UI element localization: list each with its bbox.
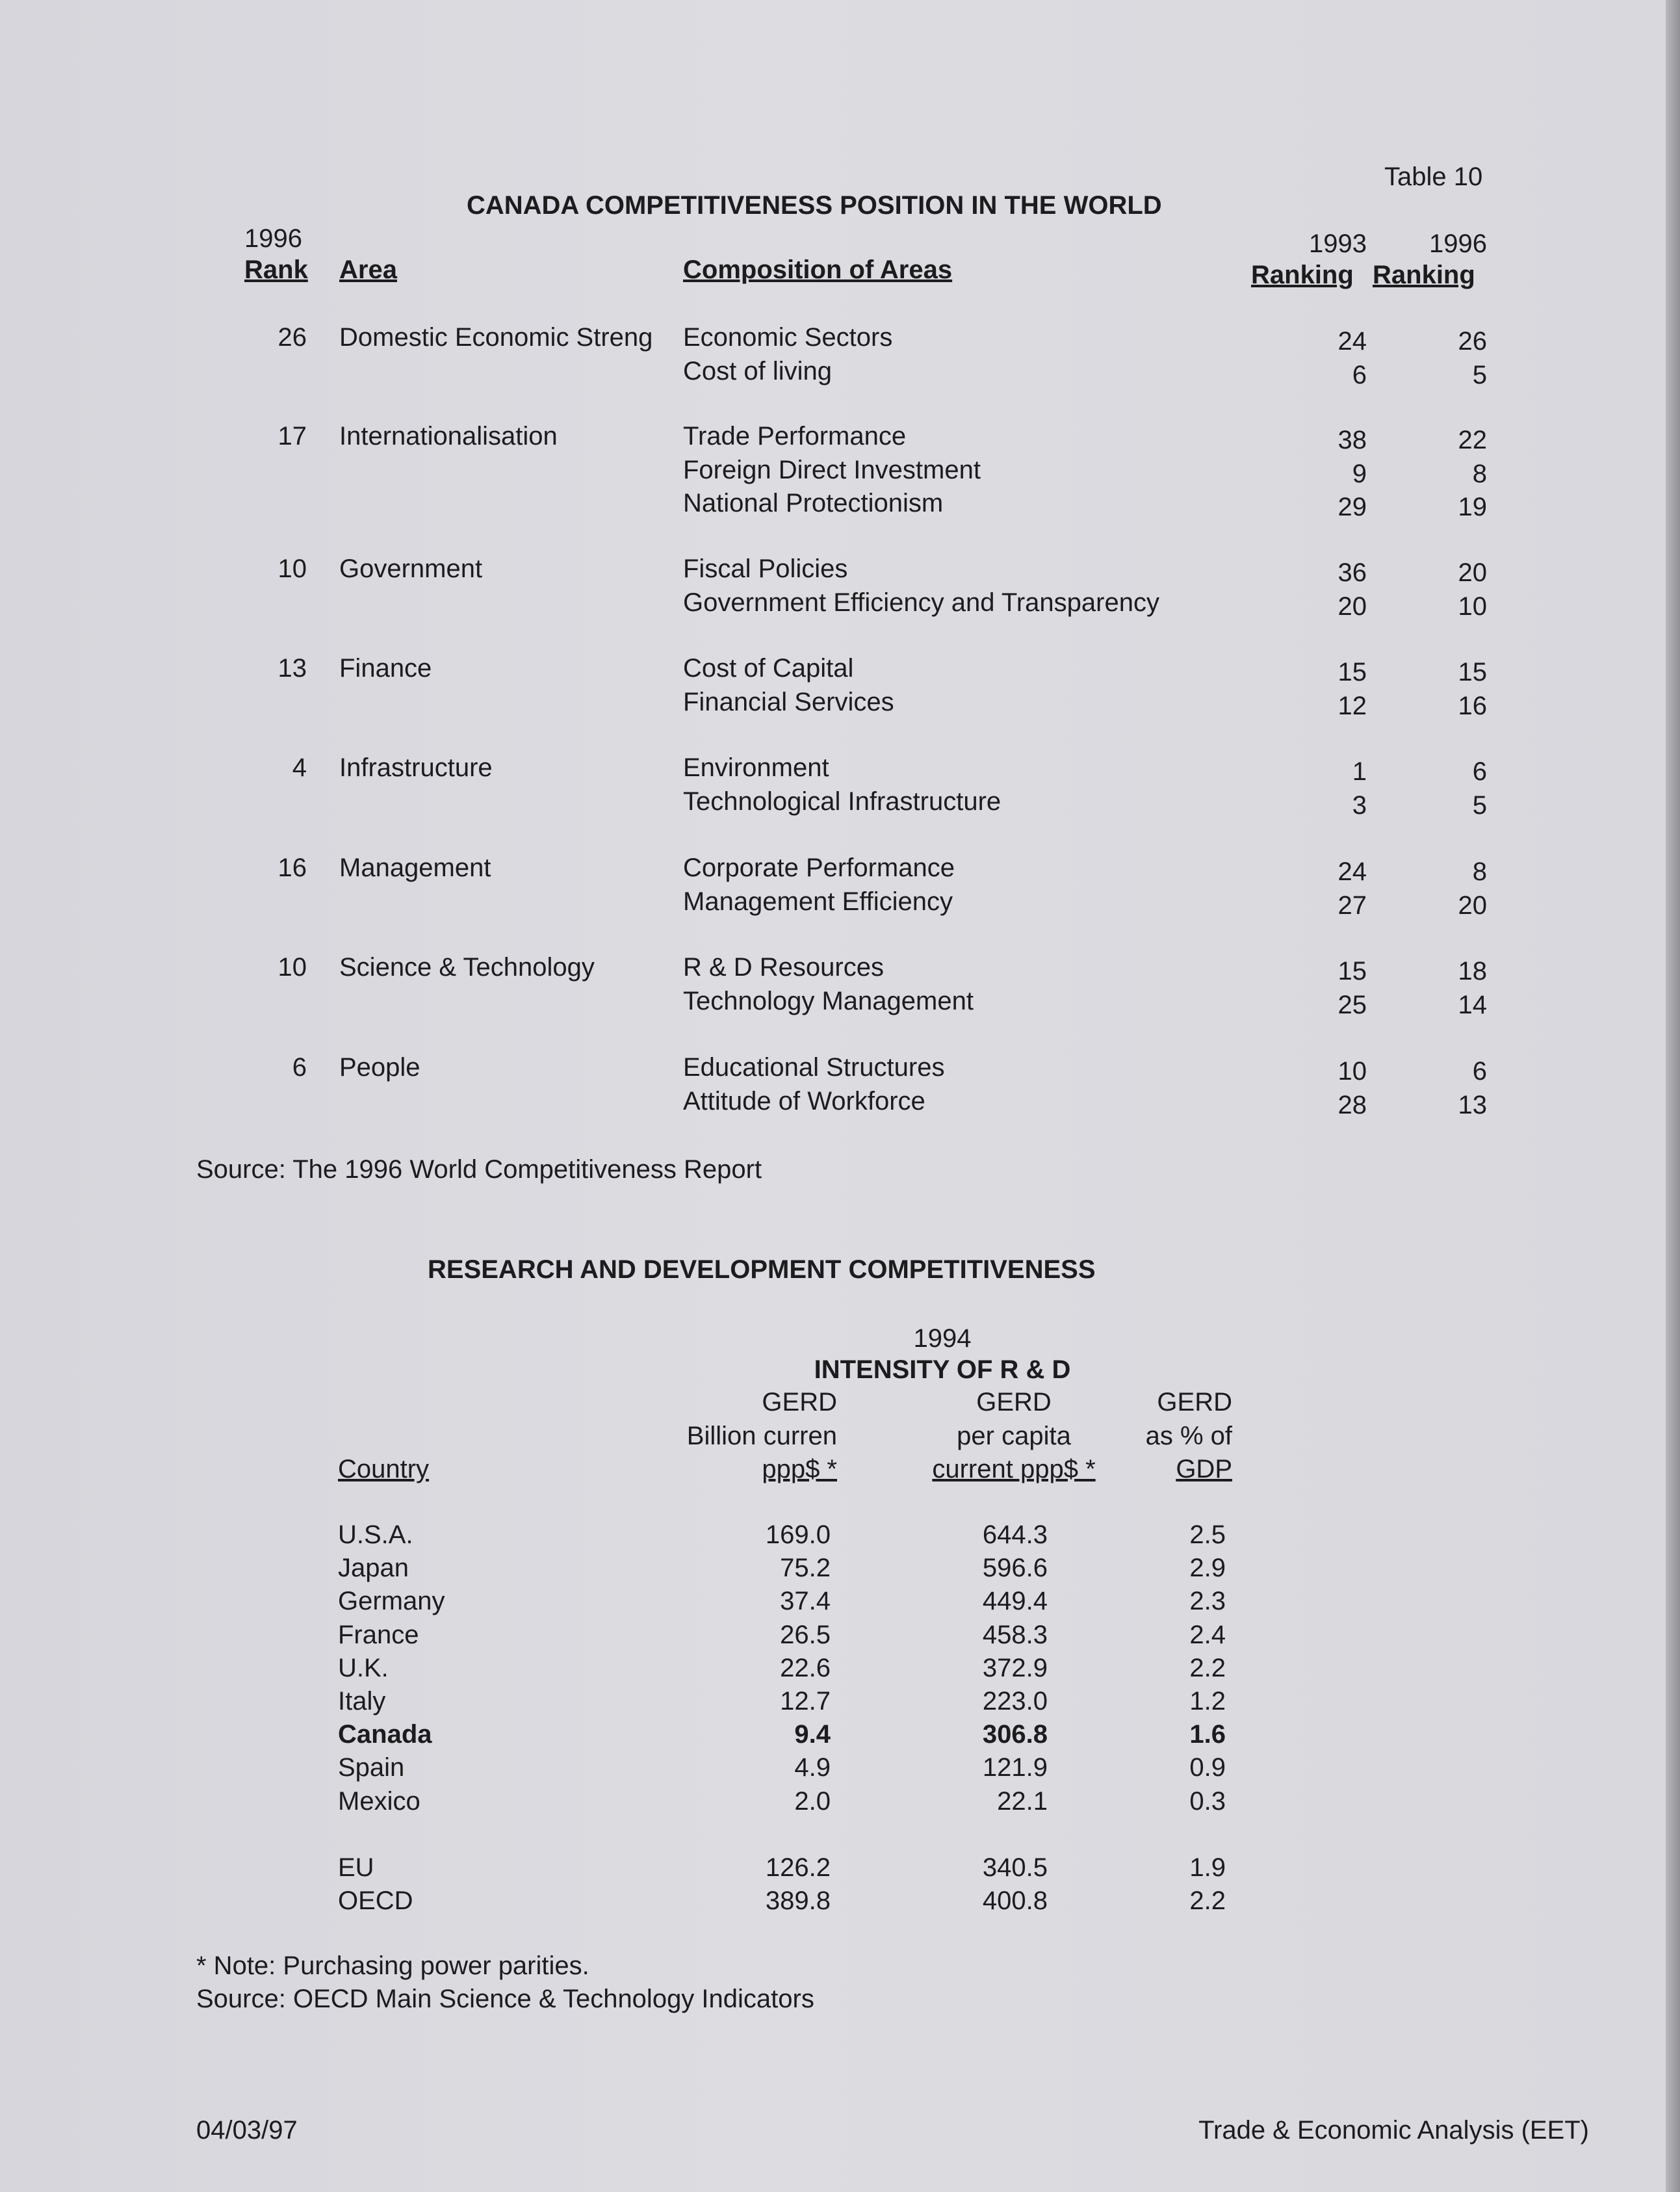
rank-header: Rank <box>244 255 308 284</box>
col1-header-line3: ppp$ * <box>762 1455 837 1483</box>
country-name: Mexico <box>338 1787 420 1816</box>
composition-item: Management Efficiency <box>683 887 953 916</box>
ranking-1996-value: 16 <box>1458 692 1487 720</box>
ranking-1996-value: 6 <box>1472 1057 1487 1086</box>
ranking-1993-header: Ranking <box>1251 261 1354 289</box>
ranking-1993-value: 15 <box>1338 658 1367 686</box>
composition-item: Cost of living <box>683 357 832 385</box>
competitiveness-source: Source: The 1996 World Competitiveness Report <box>196 1155 762 1184</box>
composition-item: Foreign Direct Investment <box>683 456 981 484</box>
ranking-1996-value: 22 <box>1458 426 1487 454</box>
gerd-value: 9.4 <box>794 1720 831 1749</box>
col1-header-line2: Billion curren <box>686 1422 837 1450</box>
pct-gdp-value: 2.2 <box>1189 1654 1226 1682</box>
ranking-1996-value: 18 <box>1458 957 1487 985</box>
ranking-1996-value: 26 <box>1458 327 1487 356</box>
per-capita-value: 400.8 <box>982 1886 1048 1915</box>
competitiveness-title: CANADA COMPETITIVENESS POSITION IN THE WORLD <box>467 191 1162 220</box>
area-rank: 10 <box>278 953 307 982</box>
pct-gdp-value: 2.3 <box>1189 1587 1226 1615</box>
ranking-1993-value: 27 <box>1338 891 1367 920</box>
ranking-1996-year: 1996 <box>1429 229 1487 258</box>
country-name: Canada <box>338 1720 432 1749</box>
ranking-1993-value: 24 <box>1338 857 1367 886</box>
ranking-1996-value: 10 <box>1458 592 1487 621</box>
col3-header-line1: GERD <box>1157 1388 1232 1416</box>
area-name: Finance <box>339 654 432 683</box>
per-capita-value: 121.9 <box>982 1753 1048 1782</box>
composition-item: Trade Performance <box>683 422 907 450</box>
col2-header-line3: current ppp$ * <box>932 1455 1096 1483</box>
gerd-value: 75.2 <box>780 1554 831 1582</box>
ranking-1996-value: 8 <box>1472 857 1487 886</box>
area-rank: 26 <box>278 323 307 352</box>
area-name: Government <box>339 555 483 583</box>
country-header: Country <box>338 1455 430 1483</box>
ranking-1996-value: 19 <box>1458 493 1487 521</box>
footer-org: Trade & Economic Analysis (EET) <box>1198 2116 1589 2145</box>
gerd-value: 26.5 <box>780 1621 831 1649</box>
per-capita-value: 306.8 <box>982 1720 1048 1749</box>
area-rank: 6 <box>292 1053 307 1082</box>
gerd-value: 126.2 <box>765 1853 831 1882</box>
composition-item: Government Efficiency and Transparency <box>683 588 1159 617</box>
gerd-value: 2.0 <box>794 1787 831 1816</box>
per-capita-value: 223.0 <box>982 1687 1048 1716</box>
ranking-1993-year: 1993 <box>1309 229 1367 258</box>
area-rank: 17 <box>278 422 307 450</box>
ranking-1993-value: 28 <box>1338 1091 1367 1119</box>
composition-item: Technology Management <box>683 987 974 1015</box>
gerd-value: 389.8 <box>765 1886 831 1915</box>
composition-item: Fiscal Policies <box>683 555 848 583</box>
area-name: Infrastructure <box>339 753 493 782</box>
col3-header-line2: as % of <box>1145 1422 1232 1450</box>
composition-item: Environment <box>683 753 829 782</box>
rank-year-header: 1996 <box>244 224 302 253</box>
rnd-year: 1994 <box>913 1324 972 1353</box>
composition-item: Corporate Performance <box>683 854 955 882</box>
per-capita-value: 372.9 <box>982 1654 1048 1682</box>
area-header: Area <box>339 255 397 284</box>
country-name: Japan <box>338 1554 409 1582</box>
col2-header-line1: GERD <box>976 1388 1052 1416</box>
pct-gdp-value: 2.9 <box>1189 1554 1226 1582</box>
gerd-value: 12.7 <box>780 1687 831 1716</box>
area-name: People <box>339 1053 420 1082</box>
ranking-1993-value: 25 <box>1338 991 1367 1019</box>
rnd-note: * Note: Purchasing power parities. <box>196 1951 589 1980</box>
ranking-1993-value: 15 <box>1338 957 1367 985</box>
col2-header-line2: per capita <box>957 1422 1071 1450</box>
pct-gdp-value: 2.2 <box>1189 1886 1226 1915</box>
per-capita-value: 22.1 <box>997 1787 1048 1816</box>
area-name: Internationalisation <box>339 422 558 450</box>
area-name: Management <box>339 854 491 882</box>
gerd-value: 22.6 <box>780 1654 831 1682</box>
ranking-1996-header: Ranking <box>1373 261 1475 289</box>
table-label: Table 10 <box>1384 163 1483 191</box>
per-capita-value: 644.3 <box>982 1520 1048 1549</box>
rnd-subtitle: INTENSITY OF R & D <box>814 1355 1071 1384</box>
ranking-1993-value: 3 <box>1352 791 1367 820</box>
ranking-1993-value: 10 <box>1338 1057 1367 1086</box>
ranking-1993-value: 36 <box>1338 558 1367 587</box>
per-capita-value: 458.3 <box>982 1621 1048 1649</box>
country-name: Germany <box>338 1587 445 1615</box>
ranking-1996-value: 14 <box>1458 991 1487 1019</box>
ranking-1993-value: 12 <box>1338 692 1367 720</box>
ranking-1996-value: 8 <box>1472 460 1487 488</box>
pct-gdp-value: 0.9 <box>1189 1753 1226 1782</box>
pct-gdp-value: 2.4 <box>1189 1621 1226 1649</box>
ranking-1993-value: 6 <box>1352 361 1367 389</box>
composition-item: National Protectionism <box>683 489 944 517</box>
composition-item: R & D Resources <box>683 953 884 982</box>
composition-item: Attitude of Workforce <box>683 1087 925 1116</box>
country-name: Italy <box>338 1687 386 1716</box>
country-name: EU <box>338 1853 374 1882</box>
area-name: Domestic Economic Streng <box>339 323 653 352</box>
rnd-title: RESEARCH AND DEVELOPMENT COMPETITIVENESS <box>428 1255 1096 1284</box>
gerd-value: 169.0 <box>765 1520 831 1549</box>
country-name: U.K. <box>338 1654 389 1682</box>
country-name: OECD <box>338 1886 413 1915</box>
ranking-1996-value: 15 <box>1458 658 1487 686</box>
pct-gdp-value: 1.6 <box>1189 1720 1226 1749</box>
area-rank: 16 <box>278 854 307 882</box>
composition-item: Financial Services <box>683 688 894 716</box>
page-edge <box>1666 0 1680 2192</box>
per-capita-value: 596.6 <box>982 1554 1048 1582</box>
ranking-1993-value: 24 <box>1338 327 1367 356</box>
ranking-1993-value: 20 <box>1338 592 1367 621</box>
country-name: France <box>338 1621 419 1649</box>
composition-item: Economic Sectors <box>683 323 893 352</box>
pct-gdp-value: 0.3 <box>1189 1787 1226 1816</box>
composition-item: Educational Structures <box>683 1053 945 1082</box>
composition-header: Composition of Areas <box>683 255 953 284</box>
composition-item: Technological Infrastructure <box>683 787 1002 816</box>
gerd-value: 37.4 <box>780 1587 831 1615</box>
pct-gdp-value: 1.9 <box>1189 1853 1226 1882</box>
footer-date: 04/03/97 <box>196 2116 298 2145</box>
per-capita-value: 449.4 <box>982 1587 1048 1615</box>
rnd-source: Source: OECD Main Science & Technology Indicators <box>196 1985 814 2013</box>
ranking-1993-value: 9 <box>1352 460 1367 488</box>
ranking-1996-value: 20 <box>1458 558 1487 587</box>
area-rank: 4 <box>292 753 307 782</box>
pct-gdp-value: 2.5 <box>1189 1520 1226 1549</box>
composition-item: Cost of Capital <box>683 654 854 683</box>
country-name: U.S.A. <box>338 1520 413 1549</box>
ranking-1993-value: 29 <box>1338 493 1367 521</box>
pct-gdp-value: 1.2 <box>1189 1687 1226 1716</box>
ranking-1996-value: 5 <box>1472 361 1487 389</box>
area-rank: 13 <box>278 654 307 683</box>
country-name: Spain <box>338 1753 405 1782</box>
ranking-1996-value: 20 <box>1458 891 1487 920</box>
area-rank: 10 <box>278 555 307 583</box>
gerd-value: 4.9 <box>794 1753 831 1782</box>
ranking-1996-value: 6 <box>1472 757 1487 786</box>
ranking-1996-value: 13 <box>1458 1091 1487 1119</box>
col3-header-line3: GDP <box>1176 1455 1232 1483</box>
col1-header-line1: GERD <box>762 1388 837 1416</box>
ranking-1996-value: 5 <box>1472 791 1487 820</box>
per-capita-value: 340.5 <box>982 1853 1048 1882</box>
ranking-1993-value: 38 <box>1338 426 1367 454</box>
ranking-1993-value: 1 <box>1352 757 1367 786</box>
area-name: Science & Technology <box>339 953 595 982</box>
